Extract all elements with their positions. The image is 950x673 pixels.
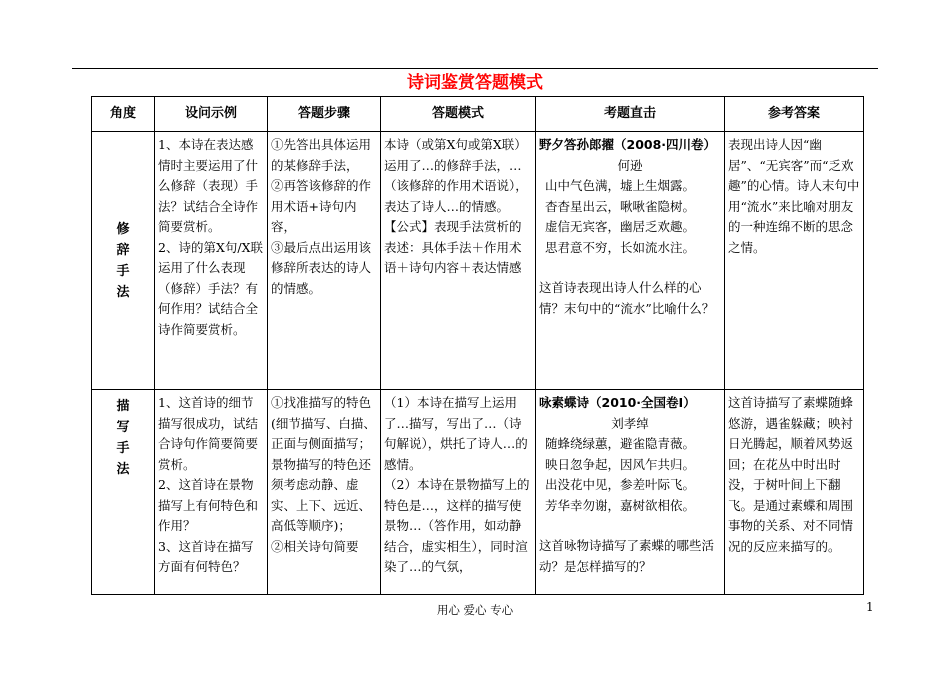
header-example: 设问示例 — [155, 97, 268, 132]
angle-char: 修 — [116, 221, 130, 237]
table-row — [92, 132, 864, 390]
answer-cell — [725, 390, 864, 595]
poem-line: 虚信无宾客，幽居乏欢趣。 — [545, 219, 696, 234]
poem-line: 山中气色满，墟上生烟露。 — [545, 178, 696, 193]
poem-line: 芳华幸勿谢，嘉树欲相依。 — [545, 497, 696, 513]
steps-text: ①先答出具体运用的某修辞手法， ②再答该修辞的作用术语+诗句内容， ③最后点出运用该修辞所表达的诗人的情感。 — [271, 137, 372, 296]
angle-char: 法 — [116, 284, 130, 300]
exam-question: 这首咏物诗描写了素蝶的哪些活动？是怎样描写的？ — [539, 538, 715, 574]
angle-char: 法 — [116, 462, 130, 477]
table-row — [92, 390, 864, 595]
answer-text: 表现出诗人因“幽居”、“无宾客”而“乏欢趣”的心情。诗人末句中用“流水”来比喻对朋友的一种连绵不断的思念之情。 — [728, 137, 860, 255]
page-title: 诗词鉴赏答题模式 — [407, 73, 543, 93]
exam-cell — [536, 390, 725, 595]
poem-author: 何逊 — [617, 157, 643, 173]
example-cell — [155, 390, 268, 595]
angle-char: 写 — [116, 420, 130, 435]
angle-char: 辞 — [116, 242, 130, 258]
pattern-cell — [381, 132, 536, 390]
poem-line: 杳杳星出云，啾啾雀隐树。 — [545, 198, 696, 214]
exam-cell — [536, 132, 725, 390]
answer-text: 这首诗描写了素蝶随蜂悠游，遇雀躲藏；映衬日光腾起，顺着风势返回；在花丛中时出时没，于树叶间上下翻飞。是通过素蝶和周围事物的关系、对不同情况的反应来描写的。 — [728, 395, 854, 554]
pattern-text: （1）本诗在描写上运用了…描写，写出了…（诗句解说），烘托了诗人…的感情。 （2）本诗在景物描写上的特色是…，这样的描写使景物…（答作用，如动静结合，虚实相生），同时渲染了…的气氛， — [384, 395, 530, 574]
exam-question: 这首诗表现出诗人什么样的心情？末句中的“流水”比喻什么？ — [539, 280, 715, 316]
example-cell — [155, 132, 268, 390]
header-angle: 角度 — [92, 97, 155, 132]
pattern-text: 本诗（或第X句或第X联）运用了…的修辞手法，…（该修辞的作用术语说），表达了诗人…的情感。 【公式】表现手法赏析的表述：具体手法＋作用术语＋诗句内容＋表达情感 — [384, 137, 528, 275]
steps-text: ①找准描写的特色(细节描写、白描、正面与侧面描写；景物描写的特色还须考虑动静、虚实、上下、远近、高低等顺序)； ②相关诗句简要 — [271, 395, 376, 554]
header-pattern: 答题模式 — [381, 97, 536, 132]
angle-char: 描 — [116, 399, 130, 414]
page-number: 1 — [866, 600, 874, 614]
poem-title: 咏素蝶诗（2010·全国卷Ⅰ） — [539, 395, 696, 410]
example-text: 1、本诗在表达感情时主要运用了什么修辞（表现）手法？试结合全诗作简要赏析。 2、诗的第X句/X联运用了什么表现（修辞）手法？有何作用？试结合全诗作简要赏析。 — [158, 137, 263, 337]
answer-cell — [725, 132, 864, 390]
example-text: 1、这首诗的细节描写很成功，试结合诗句作简要简要赏析。 2、这首诗在景物描写上有何特色和作用？ 3、这首诗在描写方面有何特色？ — [158, 395, 259, 574]
header-answer: 参考答案 — [725, 97, 864, 132]
page-footer: 用心 爱心 专心 — [436, 603, 514, 617]
poem-title: 野夕答孙郎擢（2008·四川卷） — [539, 137, 717, 152]
angle-cell — [92, 390, 155, 595]
table-header-row — [92, 97, 864, 132]
header-rule — [72, 68, 878, 69]
header-steps: 答题步骤 — [268, 97, 381, 132]
angle-char: 手 — [116, 441, 130, 456]
angle-char: 手 — [116, 263, 130, 279]
steps-cell — [268, 390, 381, 595]
poem-line: 映日忽争起，因风乍共归。 — [545, 456, 696, 472]
poem-author: 刘孝绰 — [611, 415, 649, 431]
pattern-cell — [381, 390, 536, 595]
header-exam: 考题直击 — [536, 97, 725, 132]
poem-line: 随蜂绕绿蕙，避雀隐青薇。 — [545, 436, 696, 451]
angle-cell — [92, 132, 155, 390]
poem-line: 思君意不穷，长如流水注。 — [545, 239, 696, 255]
steps-cell — [268, 132, 381, 390]
answer-template-table — [91, 96, 864, 595]
poem-line: 出没花中见，参差叶际飞。 — [545, 477, 696, 492]
